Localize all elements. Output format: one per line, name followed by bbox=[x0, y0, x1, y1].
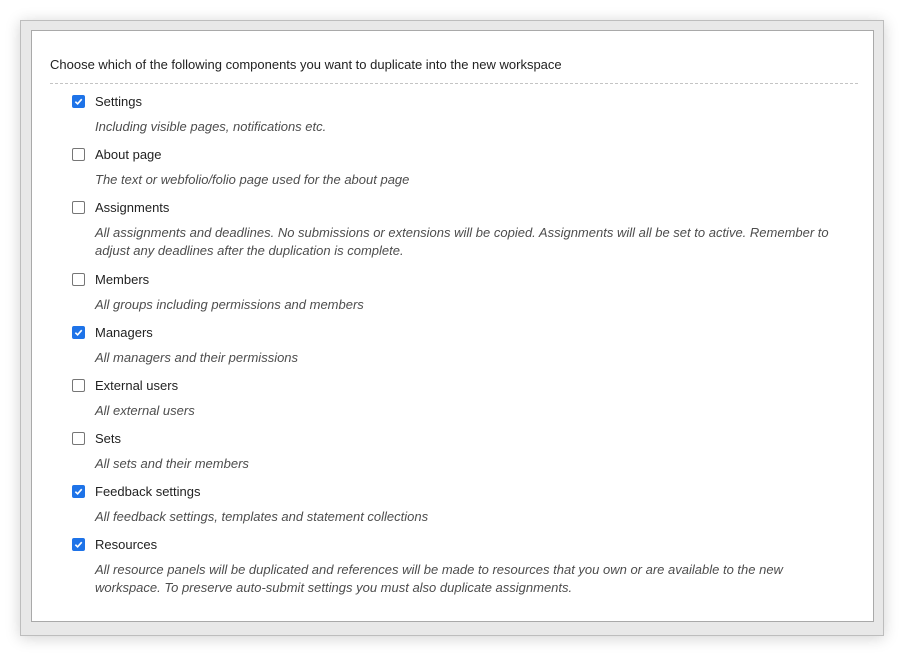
check-icon bbox=[74, 540, 83, 549]
settings-checkbox[interactable] bbox=[72, 95, 85, 108]
external-users-description: All external users bbox=[95, 403, 195, 418]
resources-checkbox[interactable] bbox=[72, 538, 85, 551]
check-icon bbox=[74, 97, 83, 106]
about-page-checkbox[interactable] bbox=[72, 148, 85, 161]
duplicate-options-panel bbox=[31, 30, 874, 622]
sets-label[interactable]: Sets bbox=[95, 430, 122, 446]
check-icon bbox=[74, 487, 83, 496]
assignments-description: All assignments and deadlines. No submissions or extensions will be copied. Assignments will all be set to active. Remember to adjust any deadlines after the duplication is complete. bbox=[95, 225, 829, 258]
option-assignments bbox=[72, 198, 852, 260]
sets-checkbox[interactable] bbox=[72, 432, 85, 445]
about-page-label[interactable]: About page bbox=[95, 146, 162, 162]
intro-text: Choose which of the following components you want to duplicate into the new workspace bbox=[50, 57, 562, 72]
option-managers bbox=[72, 323, 852, 367]
settings-label[interactable]: Settings bbox=[95, 93, 142, 109]
managers-checkbox[interactable] bbox=[72, 326, 85, 339]
members-label[interactable]: Members bbox=[95, 271, 150, 287]
about-page-description: The text or webfolio/folio page used for the about page bbox=[95, 172, 410, 187]
assignments-checkbox[interactable] bbox=[72, 201, 85, 214]
check-icon bbox=[74, 328, 83, 337]
option-sets bbox=[72, 429, 852, 473]
option-members bbox=[72, 270, 852, 314]
resources-label[interactable]: Resources bbox=[95, 536, 158, 552]
option-resources bbox=[72, 535, 852, 597]
managers-label[interactable]: Managers bbox=[95, 324, 153, 340]
resources-description: All resource panels will be duplicated and references will be made to resources that you own or are available to the new workspace. To preserve auto-submit settings you must also duplicate assignments. bbox=[95, 562, 783, 595]
divider bbox=[50, 83, 858, 84]
option-external-users bbox=[72, 376, 852, 420]
managers-description: All managers and their permissions bbox=[95, 350, 299, 365]
external-users-label[interactable]: External users bbox=[95, 377, 179, 393]
members-checkbox[interactable] bbox=[72, 273, 85, 286]
sets-description: All sets and their members bbox=[95, 456, 249, 471]
assignments-label[interactable]: Assignments bbox=[95, 199, 170, 215]
external-users-checkbox[interactable] bbox=[72, 379, 85, 392]
option-feedback-settings bbox=[72, 482, 852, 526]
feedback-settings-label[interactable]: Feedback settings bbox=[95, 483, 201, 499]
option-about-page bbox=[72, 145, 852, 189]
feedback-settings-description: All feedback settings, templates and statement collections bbox=[95, 509, 429, 524]
feedback-settings-checkbox[interactable] bbox=[72, 485, 85, 498]
members-description: All groups including permissions and members bbox=[95, 297, 364, 312]
option-settings bbox=[72, 92, 852, 136]
dialog-frame bbox=[20, 20, 884, 636]
settings-description: Including visible pages, notifications etc. bbox=[95, 119, 327, 134]
